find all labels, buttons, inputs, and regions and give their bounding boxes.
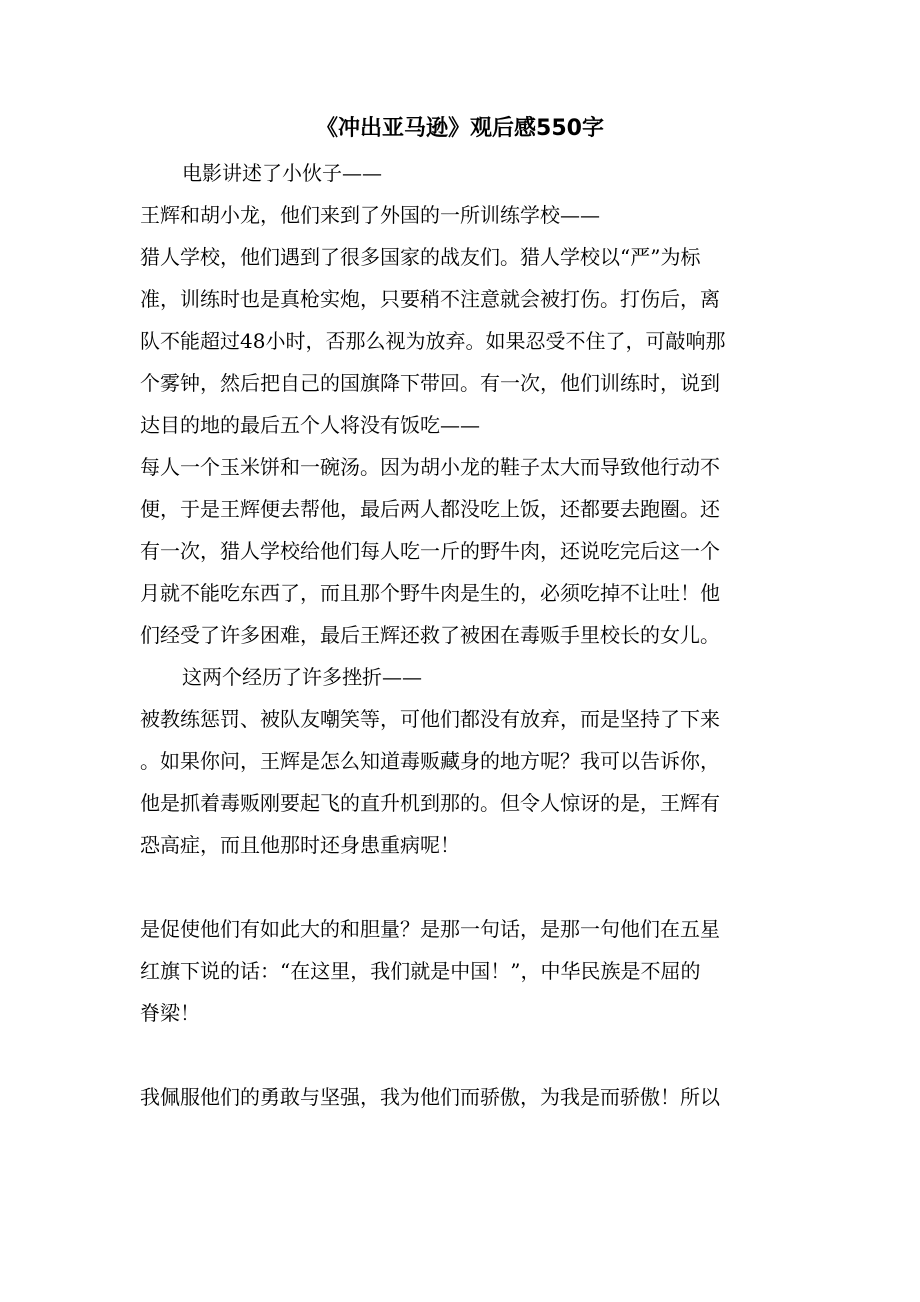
text-line: 我佩服他们的勇敢与坚强，我为他们而骄傲，为我是而骄傲！所以 xyxy=(140,1085,720,1109)
text-line: 月就不能吃东西了，而且那个野牛肉是生的，必须吃掉不让吐！他 xyxy=(140,581,720,605)
text-line: 达目的地的最后五个人将没有饭吃—— xyxy=(140,413,480,437)
text-line: 们经受了许多困难，最后王辉还救了被困在毒贩手里校长的女儿。 xyxy=(140,623,720,647)
text-line: 恐高症，而且他那时还身患重病呢！ xyxy=(140,833,460,857)
text-line: 便，于是王辉便去帮他，最后两人都没吃上饭，还都要去跑圈。还 xyxy=(140,497,720,521)
text-line: 他是抓着毒贩刚要起飞的直升机到那的。但令人惊讶的是，王辉有 xyxy=(140,791,720,815)
text-line: 是促使他们有如此大的和胆量？是那一句话，是那一句他们在五星 xyxy=(140,917,720,941)
document-title: 《冲出亚马逊》观后感550字 xyxy=(316,116,604,141)
text-line: 电影讲述了小伙子—— xyxy=(182,161,382,185)
text-line: 王辉和胡小龙，他们来到了外国的一所训练学校—— xyxy=(140,203,600,227)
text-line: 红旗下说的话：“在这里，我们就是中国！”，中华民族是不屈的 xyxy=(140,959,701,983)
text-line: 准，训练时也是真枪实炮，只要稍不注意就会被打伤。打伤后，离 xyxy=(140,287,720,311)
text-line: 脊梁！ xyxy=(140,1001,200,1025)
text-line: 每人一个玉米饼和一碗汤。因为胡小龙的鞋子太大而导致他行动不 xyxy=(140,455,720,479)
text-line: 被教练惩罚、被队友嘲笑等，可他们都没有放弃，而是坚持了下来 xyxy=(140,707,720,731)
text-line: 这两个经历了许多挫折—— xyxy=(182,665,422,689)
text-line: 个雾钟，然后把自己的国旗降下带回。有一次，他们训练时，说到 xyxy=(140,371,720,395)
text-line: 有一次，猎人学校给他们每人吃一斤的野牛肉，还说吃完后这一个 xyxy=(140,539,720,563)
text-line: 猎人学校，他们遇到了很多国家的战友们。猎人学校以“严”为标 xyxy=(140,245,701,269)
text-line: 。如果你问，王辉是怎么知道毒贩藏身的地方呢？我可以告诉你， xyxy=(140,749,720,773)
text-line: 队不能超过48小时，否那么视为放弃。如果忍受不住了，可敲响那 xyxy=(140,329,726,353)
